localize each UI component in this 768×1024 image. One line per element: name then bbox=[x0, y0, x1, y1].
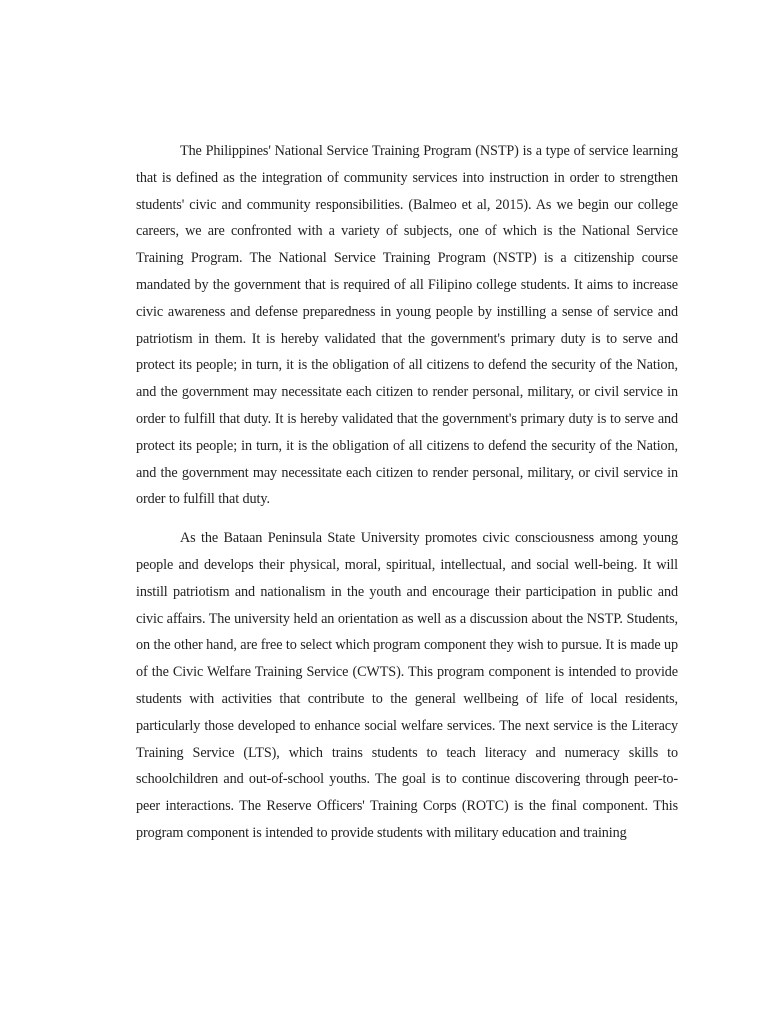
document-body bbox=[136, 138, 678, 859]
paragraph-nstp-intro: The Philippines' National Service Training Program (NSTP) is a type of service learning that is defined as the integration of community services into instruction in order to strengthen students' civic and community responsibilities. (Balmeo et al, 2015). As we begin our college careers, we are confronted with a variety of subjects, one of which is the National Service Training Program. The National Service Training Program (NSTP) is a citizenship course mandated by the government that is required of all Filipino college students. It aims to increase civic awareness and defense preparedness in young people by instilling a sense of service and patriotism in them. It is hereby validated that the government's primary duty is to serve and protect its people; in turn, it is the obligation of all citizens to defend the security of the Nation, and the government may necessitate each citizen to render personal, military, or civil service in order to fulfill that duty. It is hereby validated that the government's primary duty is to serve and protect its people; in turn, it is the obligation of all citizens to defend the security of the Nation, and the government may necessitate each citizen to render personal, military, or civil service in order to fulfill that duty. bbox=[136, 143, 678, 508]
paragraph-bpsu-components: As the Bataan Peninsula State University promotes civic consciousness among young people and develops their physical, moral, spiritual, intellectual, and social well-being. It will instill patriotism and nationalism in the youth and encourage their participation in public and civic affairs. The university held an orientation as well as a discussion about the NSTP. Students, on the other hand, are free to select which program component they wish to pursue. It is made up of the Civic Welfare Training Service (CWTS). This program component is intended to provide students with activities that contribute to the general wellbeing of life of local residents, particularly those developed to enhance social welfare services. The next service is the Literacy Training Service (LTS), which trains students to teach literacy and numeracy skills to schoolchildren and out-of-school youths. The goal is to continue discovering through peer-to-peer interactions. The Reserve Officers' Training Corps (ROTC) is the final component. This program component is intended to provide students with military education and training bbox=[136, 530, 678, 841]
